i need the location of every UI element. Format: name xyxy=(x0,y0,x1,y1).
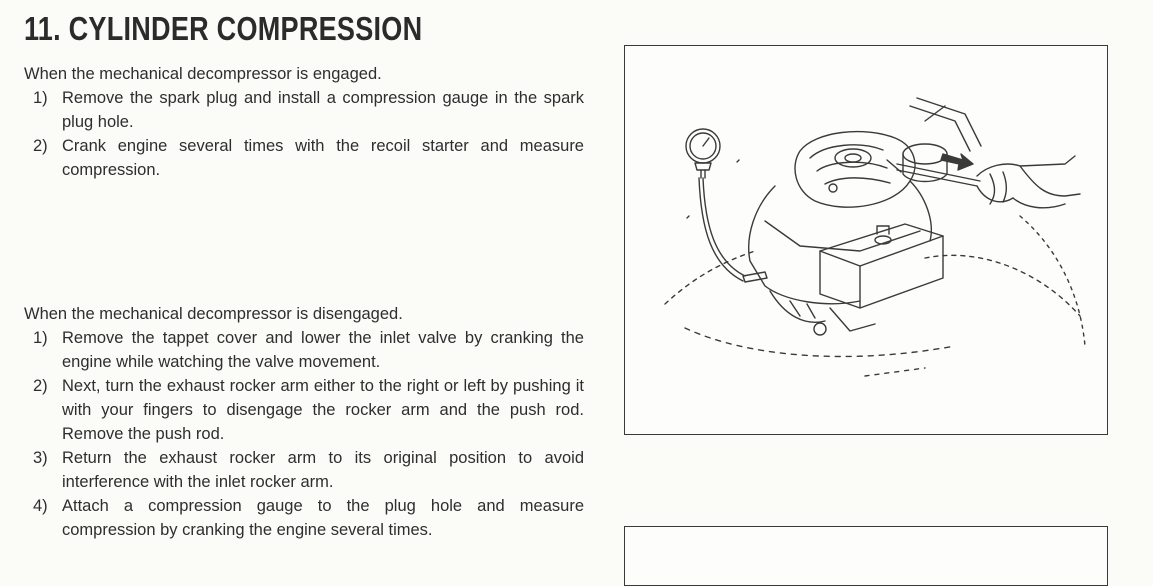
step-text: Return the exhaust rocker arm to its original position to avoid interference with the inlet rocker arm. xyxy=(62,449,584,491)
page-title: 11. CYLINDER COMPRESSION xyxy=(24,10,423,47)
figure-compression-gauge xyxy=(624,45,1108,435)
section-intro-disengaged: When the mechanical decompressor is disengaged. xyxy=(24,305,403,323)
steps-list-disengaged xyxy=(24,326,584,542)
step-item xyxy=(24,446,584,494)
step-item xyxy=(24,326,584,374)
step-text: Remove the spark plug and install a compression gauge in the spark plug hole. xyxy=(62,89,584,131)
section-intro-engaged: When the mechanical decompressor is engaged. xyxy=(24,65,382,83)
section-decompressor-disengaged xyxy=(24,302,584,542)
engine-illustration xyxy=(625,46,1109,436)
step-item xyxy=(24,86,584,134)
step-item xyxy=(24,374,584,446)
step-text: Next, turn the exhaust rocker arm either to the right or left by pushing it with your fingers to disengage the rocker arm and the push rod. Remove the push rod. xyxy=(62,377,584,443)
step-text: Attach a compression gauge to the plug hole and measure compression by cranking the engine several times. xyxy=(62,497,584,539)
steps-list-engaged xyxy=(24,86,584,182)
figure-frame-lower xyxy=(624,526,1108,586)
step-number: 2) xyxy=(33,137,48,155)
step-number: 2) xyxy=(33,377,48,395)
step-text: Crank engine several times with the recoil starter and measure compression. xyxy=(62,137,584,179)
step-number: 3) xyxy=(33,449,48,467)
step-number: 4) xyxy=(33,497,48,515)
step-item xyxy=(24,134,584,182)
step-number: 1) xyxy=(33,89,48,107)
step-text: Remove the tappet cover and lower the inlet valve by cranking the engine while watching the valve movement. xyxy=(62,329,584,371)
step-item xyxy=(24,494,584,542)
section-decompressor-engaged xyxy=(24,62,584,182)
step-number: 1) xyxy=(33,329,48,347)
